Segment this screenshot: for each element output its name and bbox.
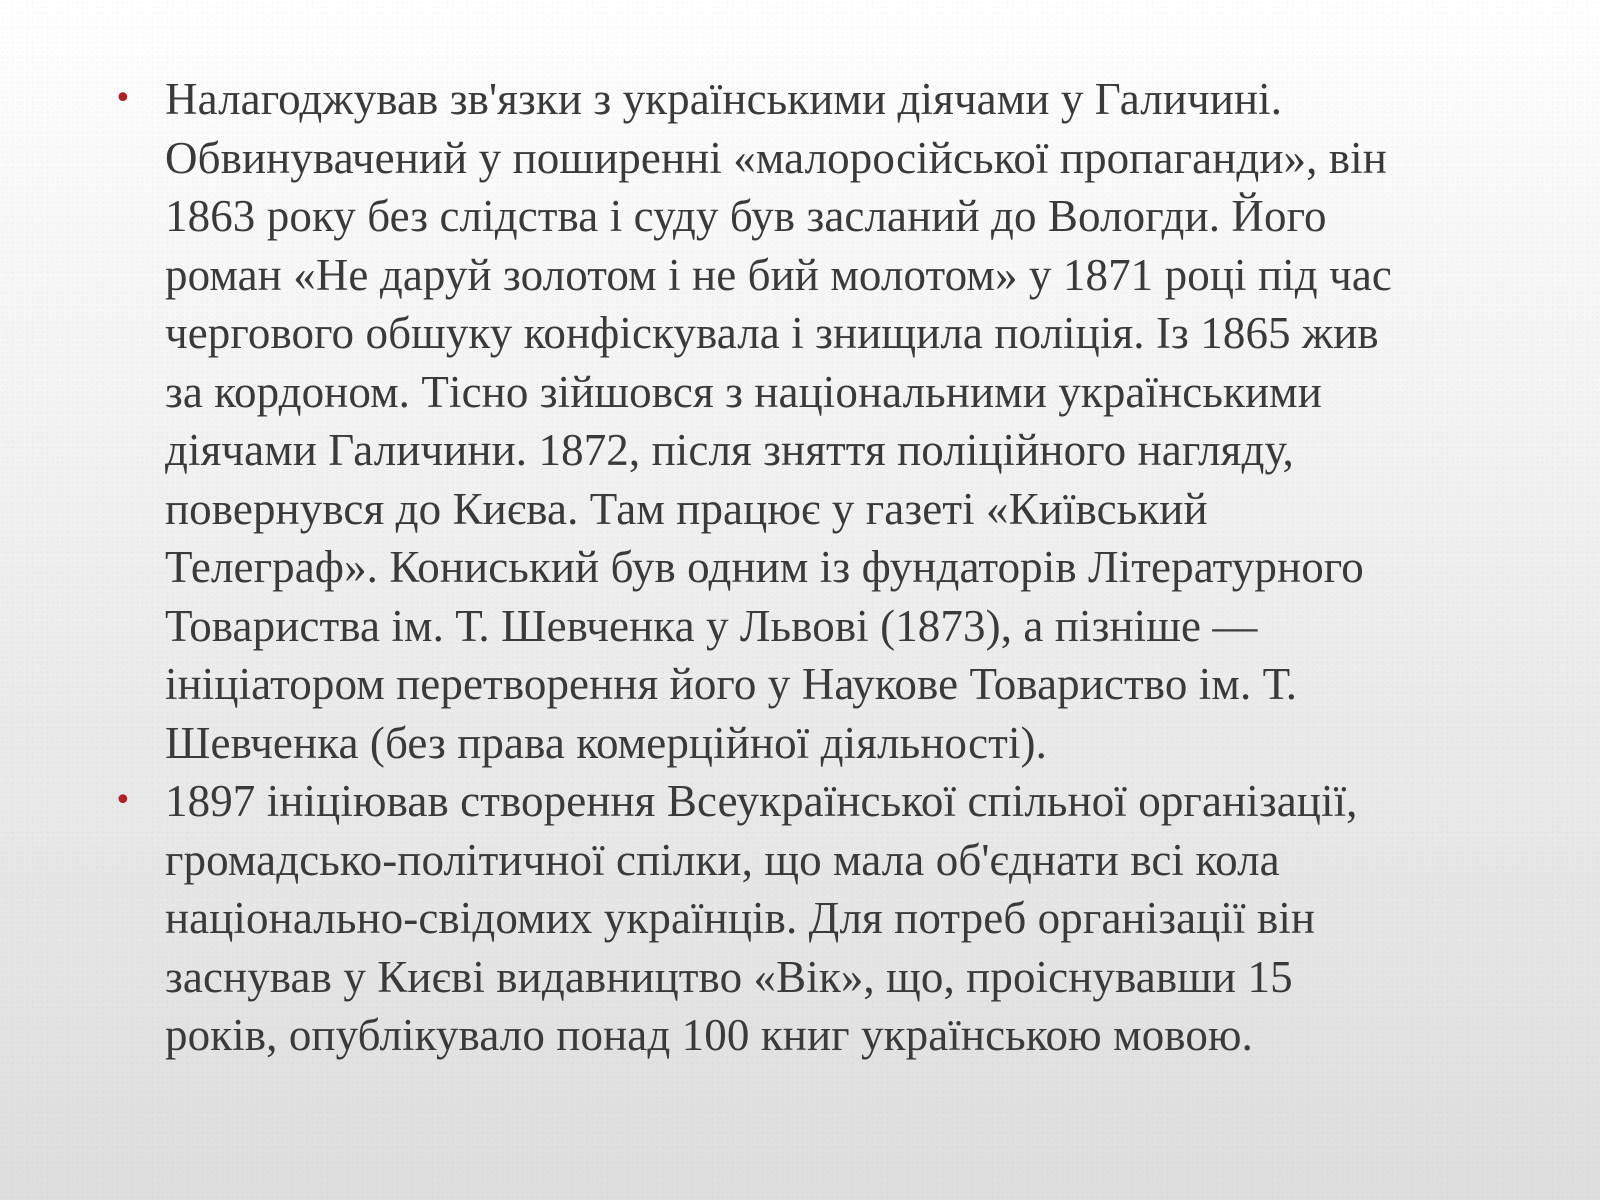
- bullet-text: [165, 772, 1502, 1065]
- bullet-marker: •: [114, 783, 132, 818]
- bullet-marker: •: [114, 81, 132, 116]
- text-line: Телеграф». Кониський був одним із фундаторів Літературного: [165, 542, 1364, 592]
- text-line: Налагоджував зв'язки з українськими діячами у Галичині.: [165, 74, 1283, 124]
- text-line: Шевченка (без права комерційної діяльності).: [165, 717, 1047, 768]
- text-line: років, опублікувало понад 100 книг українською мовою.: [165, 1010, 1254, 1060]
- text-line: 1863 року без слідства і суду був засланий до Вологди. Його: [165, 191, 1327, 241]
- text-line: 1897 ініціював створення Всеукраїнської спільної організації,: [165, 776, 1358, 826]
- text-line: повернувся до Києва. Там працює у газеті «Київський: [165, 483, 1208, 534]
- text-line: за кордоном. Тісно зійшовся з національними українськими: [165, 366, 1322, 417]
- bullet-list: [112, 70, 1502, 1065]
- text-line: національно-свідомих українців. Для потреб організації він: [165, 893, 1316, 943]
- text-line: громадсько-політичної спілки, що мала об'єднати всі кола: [165, 834, 1280, 885]
- text-line: діячами Галичини. 1872, після зняття поліційного нагляду,: [165, 425, 1294, 475]
- text-line: роман «Не даруй золотом і не бий молотом» у 1871 році під час: [165, 249, 1392, 300]
- bullet-item-2: [112, 772, 1502, 1065]
- text-line: Товариства ім. Т. Шевченка у Львові (1873), а пізніше —: [165, 600, 1258, 651]
- text-line: ініціатором перетворення його у Наукове Товариство ім. Т.: [165, 659, 1298, 709]
- text-line: заснував у Києві видавництво «Вік», що, проіснувавши 15: [165, 951, 1293, 1002]
- bullet-text: [165, 70, 1502, 772]
- text-line: чергового обшуку конфіскувала і знищила поліція. Із 1865 жив: [165, 308, 1379, 358]
- text-line: Обвинувачений у поширенні «малоросійської пропаганди», він: [165, 132, 1387, 183]
- bullet-item-1: [112, 70, 1502, 772]
